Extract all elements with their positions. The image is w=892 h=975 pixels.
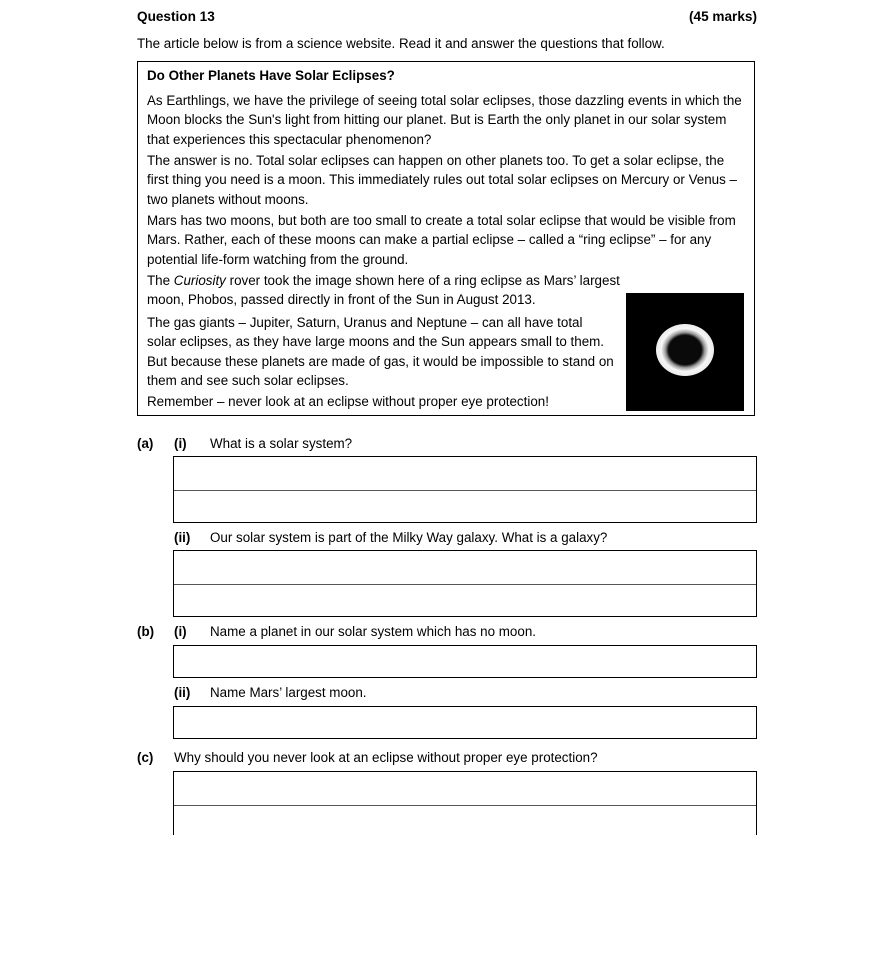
article-paragraph-4 xyxy=(147,271,647,310)
part-a-ii-label: (ii) xyxy=(174,530,191,545)
article-p4-post: rover took the image shown here of a ring eclipse as Mars’ largest moon, Phobos, passed directly in front of the Sun in August 2013. xyxy=(147,273,620,308)
part-a-i-question: What is a solar system? xyxy=(210,436,353,451)
question-intro: The article below is from a science website. Read it and answer the questions that follow. xyxy=(137,36,665,51)
rover-name: Curiosity xyxy=(173,273,226,288)
part-a-ii-question: Our solar system is part of the Milky Way galaxy. What is a galaxy? xyxy=(210,530,608,545)
article-p4-pre: The xyxy=(147,273,174,288)
part-b-i-label: (i) xyxy=(174,624,187,639)
eclipse-ring xyxy=(656,324,714,376)
answer-line xyxy=(174,490,756,491)
article-paragraph-5: The gas giants – Jupiter, Saturn, Uranus and Neptune – can all have total solar eclipses, as they have large moons and the Sun appears small to them. But because these planets are made of gas, it would be impossible to stand on them and see such solar eclipses. xyxy=(147,315,614,389)
article-paragraph-2: The answer is no. Total solar eclipses can happen on other planets too. To get a solar eclipse, the first thing you need is a moon. This immediately rules out total solar eclipses on Mercury or Venus – two planets without moons. xyxy=(147,153,737,207)
article-box xyxy=(137,61,755,416)
answer-box-b-ii[interactable] xyxy=(173,706,757,739)
ring-eclipse-image xyxy=(626,293,744,411)
answer-line xyxy=(174,584,756,585)
part-b-ii-question: Name Mars’ largest moon. xyxy=(210,685,367,700)
part-c-label: (c) xyxy=(137,750,154,765)
part-b-label: (b) xyxy=(137,624,155,639)
answer-box-a-i[interactable] xyxy=(173,456,757,523)
part-b-i-question: Name a planet in our solar system which has no moon. xyxy=(210,624,536,639)
question-marks: (45 marks) xyxy=(688,9,757,24)
part-c-question: Why should you never look at an eclipse without proper eye protection? xyxy=(174,750,598,765)
question-number: Question 13 xyxy=(137,9,215,24)
article-paragraph-6: Remember – never look at an eclipse without proper eye protection! xyxy=(147,394,549,409)
part-a-label: (a) xyxy=(137,436,154,451)
answer-box-a-ii[interactable] xyxy=(173,550,757,617)
article-title: Do Other Planets Have Solar Eclipses? xyxy=(147,68,395,83)
article-paragraph-3: Mars has two moons, but both are too small to create a total solar eclipse that would be visible from Mars. Rather, each of these moons can make a partial eclipse – called a “ring eclipse” – for any potential life-form watching from the ground. xyxy=(147,213,736,267)
part-a-i-label: (i) xyxy=(174,436,187,451)
answer-line xyxy=(174,805,756,806)
answer-box-b-i[interactable] xyxy=(173,645,757,678)
article-paragraph-1: As Earthlings, we have the privilege of seeing total solar eclipses, those dazzling events in which the Moon blocks the Sun's light from hitting our planet. But is Earth the only planet in our solar system that experiences this spectacular phenomenon? xyxy=(147,93,742,147)
part-b-ii-label: (ii) xyxy=(174,685,191,700)
answer-box-c[interactable] xyxy=(173,771,757,835)
